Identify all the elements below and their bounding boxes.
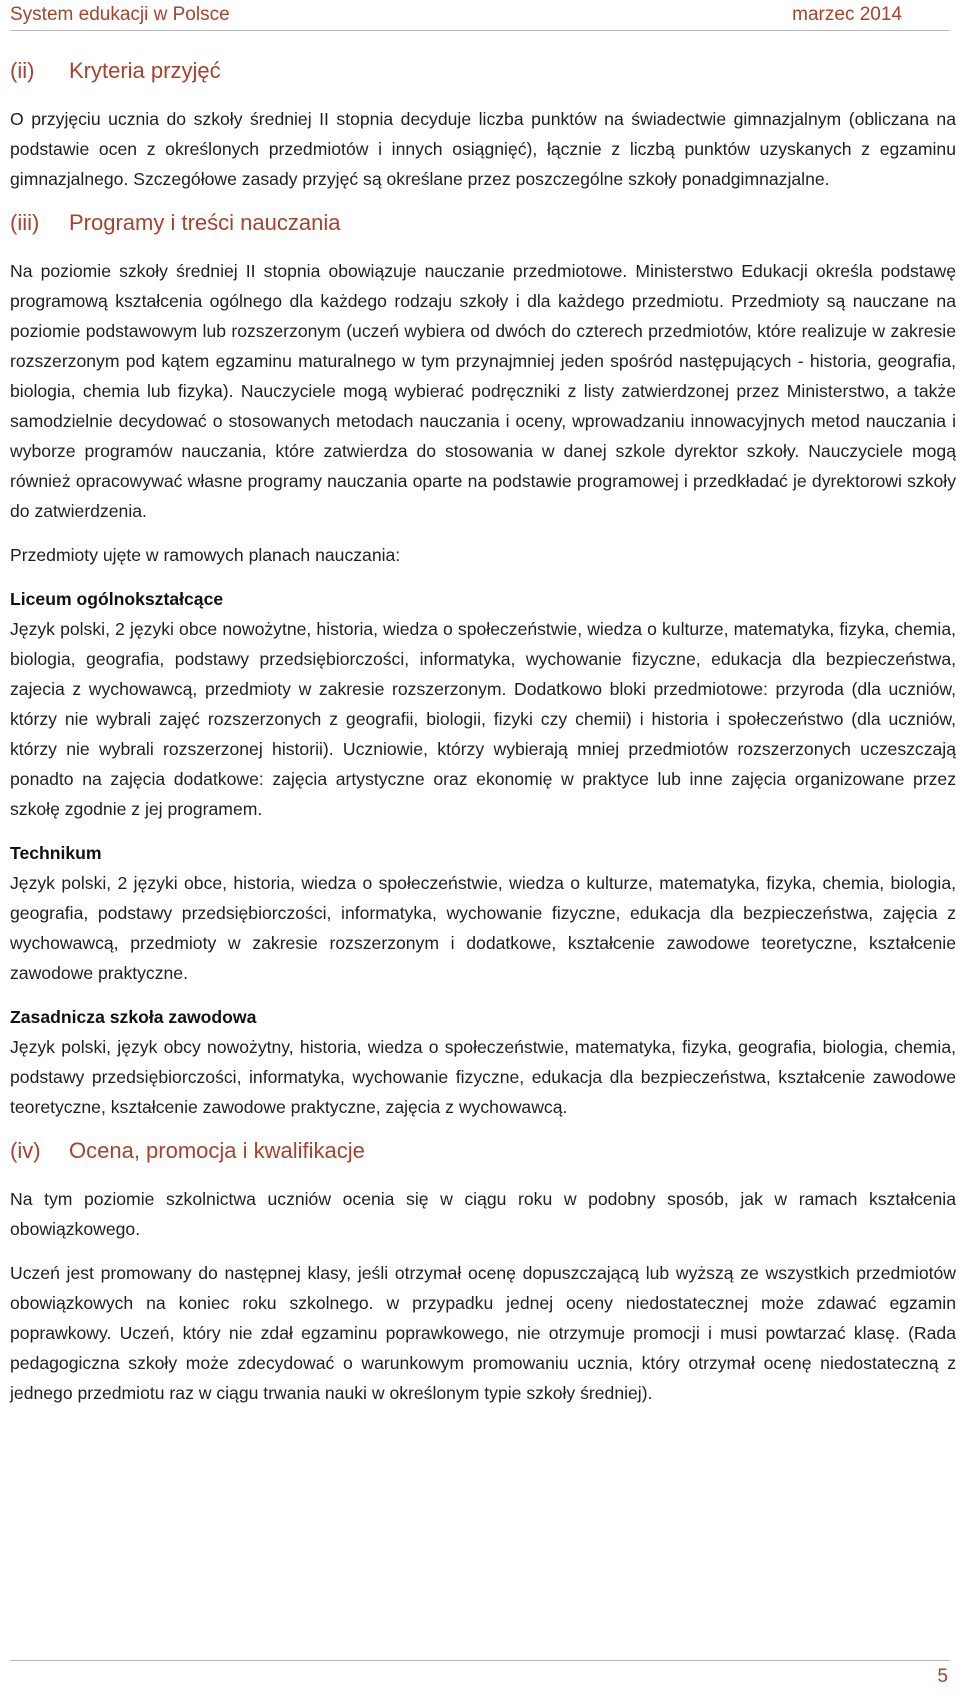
subheading-liceum: Liceum ogólnokształcące: [10, 589, 224, 609]
section-heading-iv: [10, 1136, 956, 1166]
section-title: Kryteria przyjęć: [69, 58, 221, 83]
paragraph-assessment: Na tym poziomie szkolnictwa uczniów ocenia się w ciągu roku w podobny sposób, jak w ramach kształcenia obowiązkowego.: [10, 1189, 956, 1239]
page-footer-rule: [10, 1660, 950, 1661]
section-heading-ii: [10, 56, 956, 86]
paragraph-technikum: Język polski, 2 języki obce, historia, wiedza o społeczeństwie, wiedza o kulturze, matematyka, fizyka, chemia, biologia, geografia, podstawy przedsiębiorczości, informatyka, wychowanie fizyczne, edukacja dla bezpieczeństwa, zajęcia z wychowawcą, przedmioty w zakresie rozszerzonym i dodatkowe, kształcenie zawodowe teoretyczne, kształcenie zawodowe praktyczne.: [10, 873, 956, 983]
header-document-title: System edukacji w Polsce: [10, 4, 230, 25]
section-title: Ocena, promocja i kwalifikacje: [69, 1138, 365, 1163]
section-number: (iv): [10, 1138, 41, 1163]
document-body: [10, 56, 956, 1408]
section-number: (ii): [10, 58, 35, 83]
page-header: [10, 0, 950, 31]
paragraph-liceum: Język polski, 2 języki obce nowożytne, historia, wiedza o społeczeństwie, wiedza o kulturze, matematyka, fizyka, chemia, biologia, geografia, podstawy przedsiębiorczości, informatyka, wychowanie fizyczne, edukacja dla bezpieczeństwa, zajecia z wychowawcą, przedmioty w zakresie rozszerzonym. Dodatkowo bloki przedmiotowe: przyroda (dla uczniów, którzy nie wybrali zajęć rozszerzonych z geografii, biologii, fizyki czy chemii) i historia i społeczeństwo (dla uczniów, którzy nie wybrali rozszerzonej historii). Uczniowie, którzy wybierają mniej przedmiotów rozszerzonych uczeszczają ponadto na zajęcia dodatkowe: zajęcia artystyczne oraz ekonomię w praktyce lub inne zajęcia organizowane przez szkołę zgodnie z jej programem.: [10, 619, 956, 819]
paragraph-admission-criteria: O przyjęciu ucznia do szkoły średniej II stopnia decyduje liczba punktów na świadectwie gimnazjalnym (obliczana na podstawie ocen z określonych przedmiotów i innych osiągnięć), łącznie z liczbą punktów uzyskanych z egzaminu gimnazjalnego. Szczegółowe zasady przyjęć są określane przez poszczególne szkoły ponadgimnazjalne.: [10, 109, 956, 189]
subheading-technikum: Technikum: [10, 843, 102, 863]
paragraph-curriculum: Na poziomie szkoły średniej II stopnia obowiązuje nauczanie przedmiotowe. Ministerstwo Edukacji określa podstawę programową kształcenia ogólnego dla każdego rodzaju szkoły i dla każdego przedmiotu. Przedmioty są nauczane na poziomie podstawowym lub rozszerzonym (uczeń wybiera od dwóch do czterech przedmiotów, które realizuje w zakresie rozszerzonym pod kątem egzaminu maturalnego w tym przynajmniej jeden spośród następujących - historia, geografia, biologia, chemia lub fizyka). Nauczyciele mogą wybierać podręczniki z listy zatwierdzonej przez Ministerstwo, a także samodzielnie decydować o stosowanych metodach nauczania i oceny, wprowadzaniu innowacyjnych metod nauczania i wyborze programów nauczania, które zatwierdza do stosowania w danej szkole dyrektor szkoły. Nauczyciele mogą również opracowywać własne programy nauczania oparte na podstawie programowej i przedkładać je dyrektorowi szkoły do zatwierdzenia.: [10, 261, 956, 521]
paragraph-promotion: Uczeń jest promowany do następnej klasy, jeśli otrzymał ocenę dopuszczającą lub wyższą ze wszystkich przedmiotów obowiązkowych na koniec roku szkolnego. w przypadku jednej oceny niedostatecznej może zdawać egzamin poprawkowy. Uczeń, który nie zdał egzaminu poprawkowego, nie otrzymuje promocji i musi powtarzać klasę. (Rada pedagogiczna szkoły może zdecydować o warunkowym promowaniu ucznia, który otrzymał ocenę niedostateczną z jednego przedmiotu raz w ciągu trwania nauki w określonym typie szkoły średniej).: [10, 1263, 956, 1403]
section-title: Programy i treści nauczania: [69, 210, 341, 235]
page-number: 5: [937, 1666, 948, 1687]
section-heading-iii: [10, 208, 956, 238]
header-date: marzec 2014: [792, 4, 902, 25]
paragraph-subjects-intro: Przedmioty ujęte w ramowych planach nauczania:: [10, 545, 401, 565]
subheading-zasadnicza: Zasadnicza szkoła zawodowa: [10, 1007, 257, 1027]
section-number: (iii): [10, 210, 40, 235]
paragraph-zasadnicza: Język polski, język obcy nowożytny, historia, wiedza o społeczeństwie, matematyka, fizyka, geografia, biologia, chemia, podstawy przedsiębiorczości, informatyka, wychowanie fizyczne, edukacja dla bezpieczeństwa, kształcenie zawodowe teoretyczne, kształcenie zawodowe praktyczne, zajęcia z wychowawcą.: [10, 1037, 956, 1117]
